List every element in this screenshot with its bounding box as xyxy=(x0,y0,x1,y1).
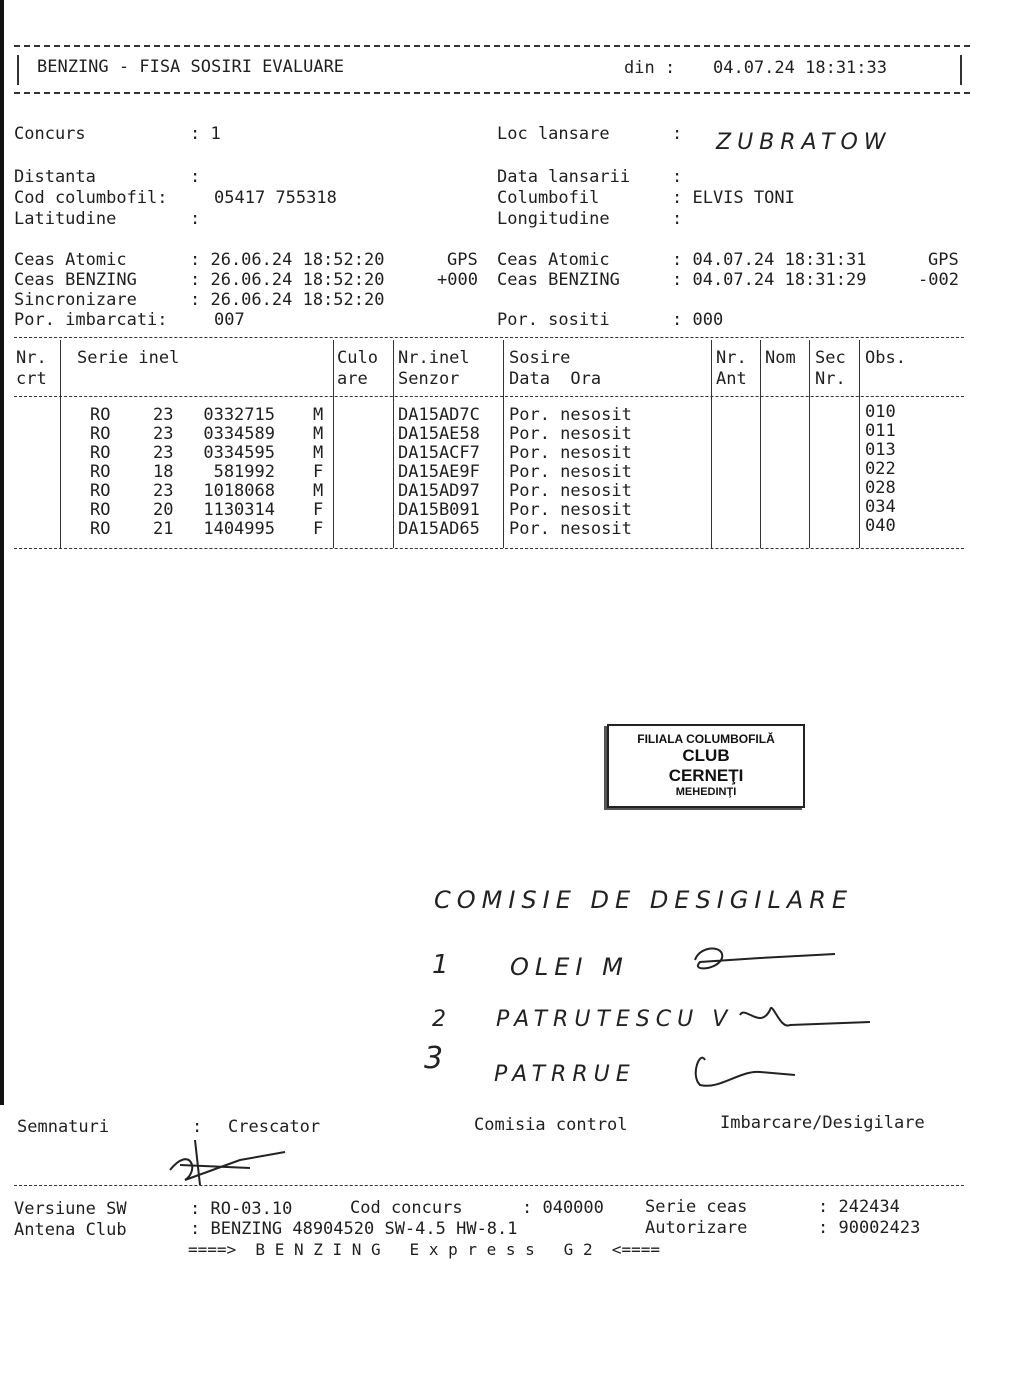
row-year: 23 xyxy=(153,443,174,463)
row-sensor: DA15AD97 xyxy=(398,481,480,501)
row-country: RO xyxy=(90,443,111,463)
row-status: Por. nesosit xyxy=(509,462,632,482)
row-country: RO xyxy=(90,519,111,539)
row-status: Por. nesosit xyxy=(509,481,632,501)
th-nom: Nom xyxy=(765,348,796,368)
row-country: RO xyxy=(90,424,111,444)
row-status: Por. nesosit xyxy=(509,424,632,444)
th-nr-ant-2: Ant xyxy=(716,369,747,389)
row-sensor: DA15AE58 xyxy=(398,424,480,444)
page-title: BENZING - FISA SOSIRI EVALUARE xyxy=(37,57,345,77)
cod-columbofil-label: Cod columbofil: xyxy=(14,188,168,208)
clock-right-benzing-suffix: -002 xyxy=(918,270,959,290)
imbarcare-desigilare-label: Imbarcare/Desigilare xyxy=(720,1113,925,1133)
row-country: RO xyxy=(90,462,111,482)
row-year: 23 xyxy=(153,481,174,501)
comisia-control-label: Comisia control xyxy=(474,1115,628,1135)
versiune-sw-label: Versiune SW xyxy=(14,1199,127,1219)
row-year: 20 xyxy=(153,500,174,520)
row-country: RO xyxy=(90,500,111,520)
th-data-ora: Data Ora xyxy=(509,369,602,389)
row-year: 23 xyxy=(153,405,174,425)
signature-2-icon xyxy=(740,1008,870,1026)
serie-ceas-value: : 242434 xyxy=(818,1197,900,1217)
handwritten-member-1-name: OLEI M xyxy=(510,953,629,981)
cod-concurs-label: Cod concurs xyxy=(350,1198,463,1218)
longitudine-value: : xyxy=(672,209,683,229)
distanta-label: Distanta xyxy=(14,167,96,187)
row-ring: 1404995 xyxy=(203,519,275,539)
autorizare-label: Autorizare xyxy=(645,1218,748,1238)
latitudine-label: Latitudine xyxy=(14,209,117,229)
clock-right-atomic-value: : 04.07.24 18:31:31 xyxy=(672,250,867,270)
row-sex: F xyxy=(313,462,324,482)
signature-1-icon xyxy=(695,948,835,968)
semnaturi-label: Semnaturi xyxy=(17,1117,110,1137)
crescator-label: Crescator xyxy=(228,1117,321,1137)
th-obs: Obs. xyxy=(865,348,906,368)
antena-club-label: Antena Club xyxy=(14,1220,127,1240)
clock-left-benzing-value: : 26.06.24 18:52:20 xyxy=(190,270,385,290)
row-obs: 040 xyxy=(865,516,896,536)
clock-right-atomic-suffix: GPS xyxy=(928,250,959,270)
clock-left-benzing-suffix: +000 xyxy=(437,270,478,290)
report-datetime: 04.07.24 18:31:33 xyxy=(713,58,887,78)
row-obs: 034 xyxy=(865,497,896,517)
row-sensor: DA15AD65 xyxy=(398,519,480,539)
row-obs: 022 xyxy=(865,459,896,479)
th-crt: crt xyxy=(16,369,47,389)
row-sex: M xyxy=(313,405,324,425)
row-sex: M xyxy=(313,424,324,444)
handwritten-commission-title: COMISIE DE DESIGILARE xyxy=(434,886,854,914)
data-lansarii-label: Data lansarii xyxy=(497,167,631,187)
handwritten-member-3-name: PATRRUE xyxy=(494,1062,636,1087)
din-label: din : xyxy=(624,58,676,78)
latitudine-value: : xyxy=(190,209,201,229)
row-obs: 028 xyxy=(865,478,896,498)
footer-separator xyxy=(14,1185,964,1186)
por-imbarcati-label: Por. imbarcati: xyxy=(14,310,168,330)
loc-lansare-colon: : xyxy=(672,124,683,144)
row-sex: M xyxy=(313,443,324,463)
row-status: Por. nesosit xyxy=(509,500,632,520)
handwritten-member-2-name: PATRUTESCU V xyxy=(496,1007,734,1032)
handwritten-member-2-num: 2 xyxy=(432,1007,452,1032)
stamp-line-3: CERNEŢI xyxy=(668,766,744,785)
columbofil-label: Columbofil xyxy=(497,188,600,208)
benzing-brand-line: ====> B E N Z I N G E x p r e s s G 2 <==== xyxy=(188,1240,661,1259)
row-sex: F xyxy=(313,519,324,539)
crescator-signature-icon xyxy=(170,1140,285,1185)
row-status: Por. nesosit xyxy=(509,443,632,463)
sincronizare-label: Sincronizare xyxy=(14,290,137,310)
row-obs: 010 xyxy=(865,402,896,422)
row-sex: F xyxy=(313,500,324,520)
por-sositi-value: : 000 xyxy=(672,310,724,330)
row-status: Por. nesosit xyxy=(509,405,632,425)
stamp-line-2: CLUB xyxy=(682,746,730,765)
serie-ceas-label: Serie ceas xyxy=(645,1197,748,1217)
stamp-line-4: MEHEDINŢI xyxy=(675,786,737,798)
th-senzor: Senzor xyxy=(398,369,460,389)
clock-left-atomic-suffix: GPS xyxy=(447,250,478,270)
row-sensor: DA15AD7C xyxy=(398,405,480,425)
columbofil-value: : ELVIS TONI xyxy=(672,188,795,208)
versiune-sw-value: : RO-03.10 xyxy=(190,1199,293,1219)
th-nr-inel: Nr.inel xyxy=(398,348,470,368)
cod-concurs-value: : 040000 xyxy=(522,1198,604,1218)
th-sosire: Sosire xyxy=(509,348,571,368)
th-nr-ant-1: Nr. xyxy=(716,348,747,368)
loc-lansare-handwritten: ZUBRATOW xyxy=(716,130,892,155)
th-sec-2: Nr. xyxy=(815,369,846,389)
row-country: RO xyxy=(90,405,111,425)
clock-left-atomic-label: Ceas Atomic xyxy=(14,250,127,270)
row-ring: 1018068 xyxy=(203,481,275,501)
row-ring: 1130314 xyxy=(203,500,275,520)
th-serie-inel: Serie inel xyxy=(77,348,180,368)
data-lansarii-value: : xyxy=(672,167,683,187)
row-ring: 0334589 xyxy=(203,424,275,444)
row-year: 23 xyxy=(153,424,174,444)
th-nr: Nr. xyxy=(16,348,47,368)
row-status: Por. nesosit xyxy=(509,519,632,539)
row-sensor: DA15ACF7 xyxy=(398,443,480,463)
clock-right-benzing-value: : 04.07.24 18:31:29 xyxy=(672,270,867,290)
semnaturi-sep: : xyxy=(192,1117,203,1137)
clock-left-atomic-value: : 26.06.24 18:52:20 xyxy=(190,250,385,270)
th-sec-1: Sec xyxy=(815,348,846,368)
row-obs: 013 xyxy=(865,440,896,460)
clock-left-benzing-label: Ceas BENZING xyxy=(14,270,137,290)
th-culo: Culo xyxy=(337,348,378,368)
th-are: are xyxy=(337,369,368,389)
signature-3-icon xyxy=(696,1058,795,1086)
clock-right-benzing-label: Ceas BENZING xyxy=(497,270,620,290)
row-ring: 581992 xyxy=(213,462,275,482)
stamp-line-1: FILIALA COLUMBOFILĂ xyxy=(637,732,775,746)
handwritten-member-3-num: 3 xyxy=(424,1041,450,1076)
cod-columbofil-value: 05417 755318 xyxy=(214,188,337,208)
por-sositi-label: Por. sositi xyxy=(497,310,610,330)
row-year: 18 xyxy=(153,462,174,482)
antena-club-value: : BENZING 48904520 SW-4.5 HW-8.1 xyxy=(190,1219,518,1239)
row-sensor: DA15AE9F xyxy=(398,462,480,482)
clock-right-atomic-label: Ceas Atomic xyxy=(497,250,610,270)
concurs-value: : 1 xyxy=(190,124,221,144)
row-year: 21 xyxy=(153,519,174,539)
distanta-value: : xyxy=(190,167,201,187)
row-ring: 0332715 xyxy=(203,405,275,425)
row-country: RO xyxy=(90,481,111,501)
concurs-label: Concurs xyxy=(14,124,86,144)
row-sex: M xyxy=(313,481,324,501)
sincronizare-value: : 26.06.24 18:52:20 xyxy=(190,290,385,310)
autorizare-value: : 90002423 xyxy=(818,1218,921,1238)
loc-lansare-label: Loc lansare xyxy=(497,124,610,144)
row-obs: 011 xyxy=(865,421,896,441)
por-imbarcati-value: 007 xyxy=(214,310,245,330)
row-ring: 0334595 xyxy=(203,443,275,463)
longitudine-label: Longitudine xyxy=(497,209,610,229)
handwritten-member-1-num: 1 xyxy=(432,950,455,980)
row-sensor: DA15B091 xyxy=(398,500,480,520)
